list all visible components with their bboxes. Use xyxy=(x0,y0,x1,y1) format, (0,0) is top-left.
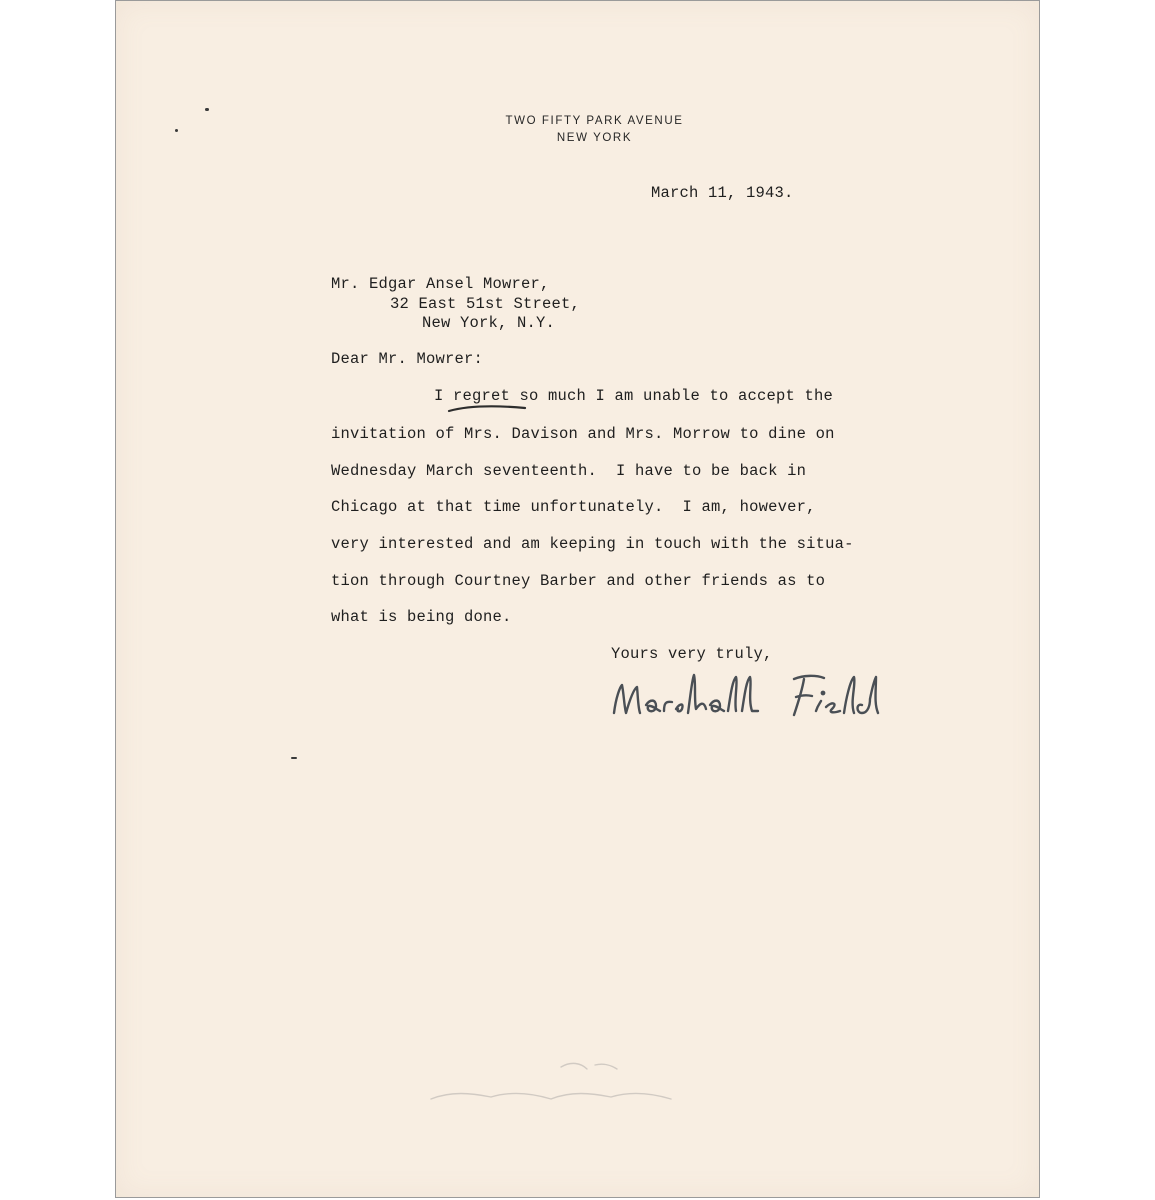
letter-date: March 11, 1943. xyxy=(651,184,794,202)
body-line: Wednesday March seventeenth. I have to be back in xyxy=(331,462,807,480)
faint-pencil-notation xyxy=(411,1041,711,1121)
letterhead-address: TWO FIFTY PARK AVENUE xyxy=(505,115,684,127)
body-line: Chicago at that time unfortunately. I am, however, xyxy=(331,498,816,516)
salutation: Dear Mr. Mowrer: xyxy=(331,350,484,368)
pen-underline-mark xyxy=(447,403,527,415)
handwritten-signature xyxy=(606,669,896,733)
body-line: I regret so much I am unable to accept the xyxy=(434,387,834,405)
letter-sheet xyxy=(115,0,1040,1198)
recipient-name: Mr. Edgar Ansel Mowrer, xyxy=(331,275,550,293)
body-line: invitation of Mrs. Davison and Mrs. Morrow to dine on xyxy=(331,425,835,443)
paper-speck xyxy=(175,129,178,132)
body-line: what is being done. xyxy=(331,608,512,626)
paper-speck xyxy=(291,757,297,759)
closing: Yours very truly, xyxy=(611,645,773,663)
body-line: very interested and am keeping in touch with the situa- xyxy=(331,535,854,553)
body-line: tion through Courtney Barber and other friends as to xyxy=(331,572,826,590)
paper-speck xyxy=(205,108,209,111)
recipient-street: 32 East 51st Street, xyxy=(390,295,581,313)
recipient-city: New York, N.Y. xyxy=(422,314,556,332)
letterhead-city: NEW YORK xyxy=(556,132,633,144)
